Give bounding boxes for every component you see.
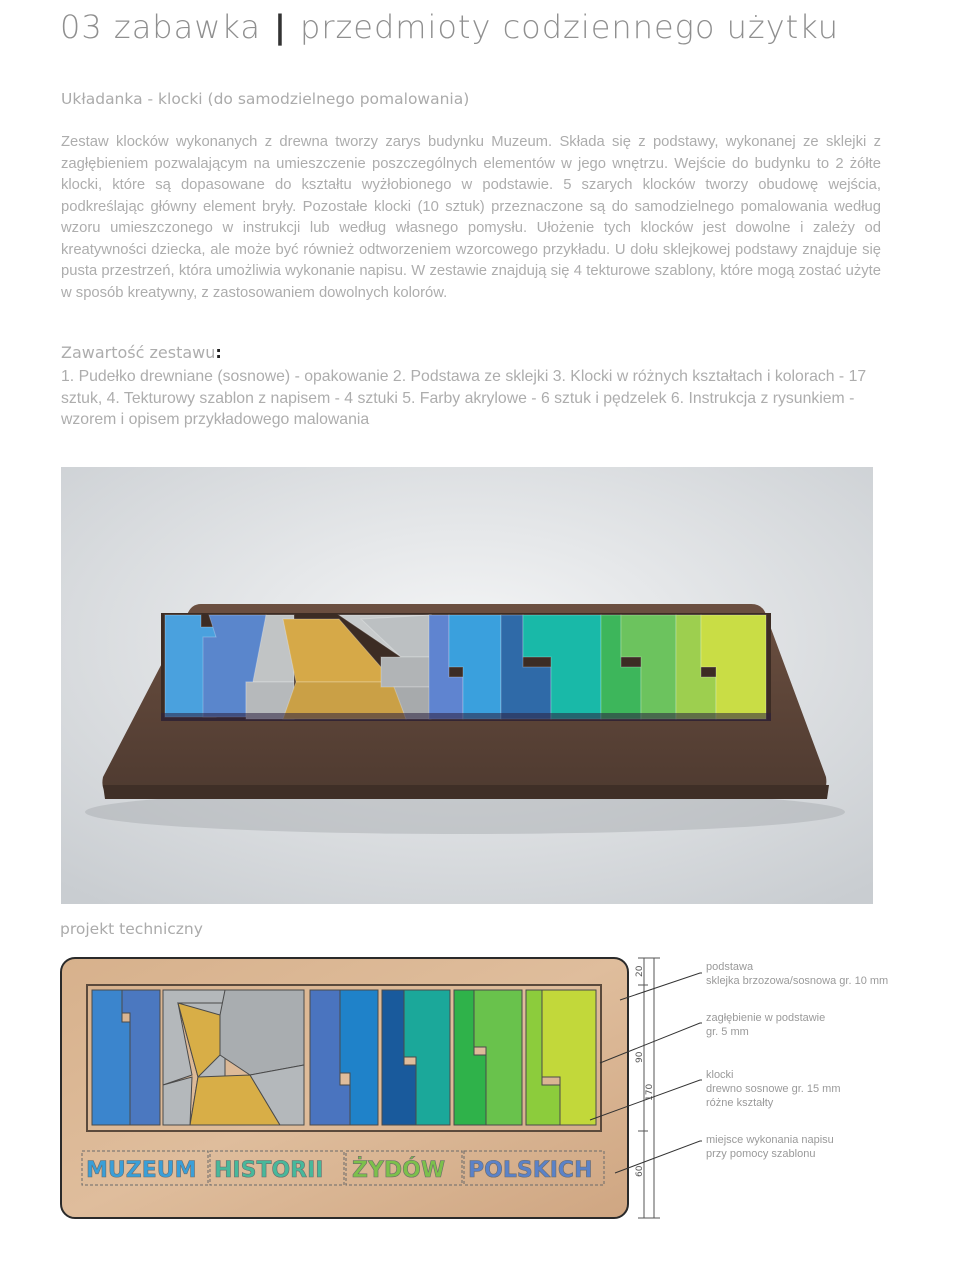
page-title — [60, 8, 839, 46]
product-description: Zestaw klocków wykonanych z drewna tworzy zarys budynku Muzeum. Składa się z podstawy, wykonanej ze sklejki z zagłębieniem pozwalającym na umieszczenie poszczególnych elementów w jego wnętrzu. Wejście do budynku to 2 żółte klocki, które są dopasowane do kształtu wyżłobionego w podstawie. 5 szarych klocków tworzy obudowę wejścia, podkreślając główny element bryły. Pozostałe klocki (10 sztuk) przeznaczone są do samodzielnego pomalowania według wzoru umieszczonego w instrukcji lub według własnego pomysłu. Ułożenie tych klocków jest dowolne i zależy od kreatywności dziecka, ale może być również odtworzeniem wzorcowego przykładu. U dołu sklejkowej podstawy znajduje się pusta przestrzeń, która umożliwia wykonanie napisu. W zestawie znajdują się 4 tekturowe szablony, które mogą zostać użyte w sposób kreatywny, z zastosowaniem dowolnych kolorów. — [61, 134, 881, 301]
annotation-inscription-detail: przy pomocy szablonu — [706, 1148, 816, 1160]
stencil-word-1: MUZEUM — [86, 1158, 197, 1183]
product-photo — [61, 467, 873, 904]
annotation-inscription — [706, 1133, 834, 1161]
stencil-word-2: HISTORII — [214, 1158, 324, 1183]
dimension-20: 20 — [635, 965, 645, 977]
annotation-recess — [706, 1011, 825, 1039]
annotation-base-detail: sklejka brzozowa/sosnowa gr. 10 mm — [706, 975, 889, 987]
annotation-base-title: podstawa — [706, 961, 754, 973]
annotation-recess-detail: gr. 5 mm — [706, 1026, 749, 1038]
contents-heading — [61, 343, 222, 362]
annotation-blocks-shapes: różne kształty — [706, 1097, 774, 1109]
annotation-recess-title: zagłębienie w podstawie — [706, 1012, 826, 1024]
technical-label: projekt techniczny — [60, 920, 203, 938]
stencil-word-3: ŻYDÓW — [352, 1158, 446, 1183]
dimension-90: 90 — [635, 1051, 645, 1063]
annotation-base — [706, 960, 888, 988]
contents-heading-text: Zawartość zestawu — [61, 343, 216, 362]
dimension-60: 60 — [635, 1165, 645, 1177]
title-prefix: 03 zabawka — [60, 8, 261, 46]
annotation-inscription-title: miejsce wykonania napisu — [706, 1134, 834, 1146]
title-suffix: przedmioty codziennego użytku — [300, 8, 840, 46]
product-subtitle: Układanka - klocki (do samodzielnego pomalowania) — [61, 90, 470, 108]
annotation-blocks-material: drewno sosnowe gr. 15 mm — [706, 1083, 841, 1095]
contents-heading-colon: : — [215, 343, 222, 362]
contents-list: 1. Pudełko drewniane (sosnowe) - opakowanie 2. Podstawa ze sklejki 3. Klocki w różnych kształtach i kolorach - 17 sztuk, 4. Tekturowy szablon z napisem - 4 sztuki 5. Farby akrylowe - 6 sztuk i pędzelek 6. Instrukcja z rysunkiem - wzorem i opisem przykładowego malowania — [61, 368, 867, 428]
title-separator: | — [274, 8, 287, 46]
stencil-word-4: POLSKICH — [468, 1158, 593, 1183]
annotation-blocks — [706, 1068, 841, 1110]
dimension-170: 170 — [645, 1083, 655, 1101]
annotation-blocks-title: klocki — [706, 1069, 734, 1081]
